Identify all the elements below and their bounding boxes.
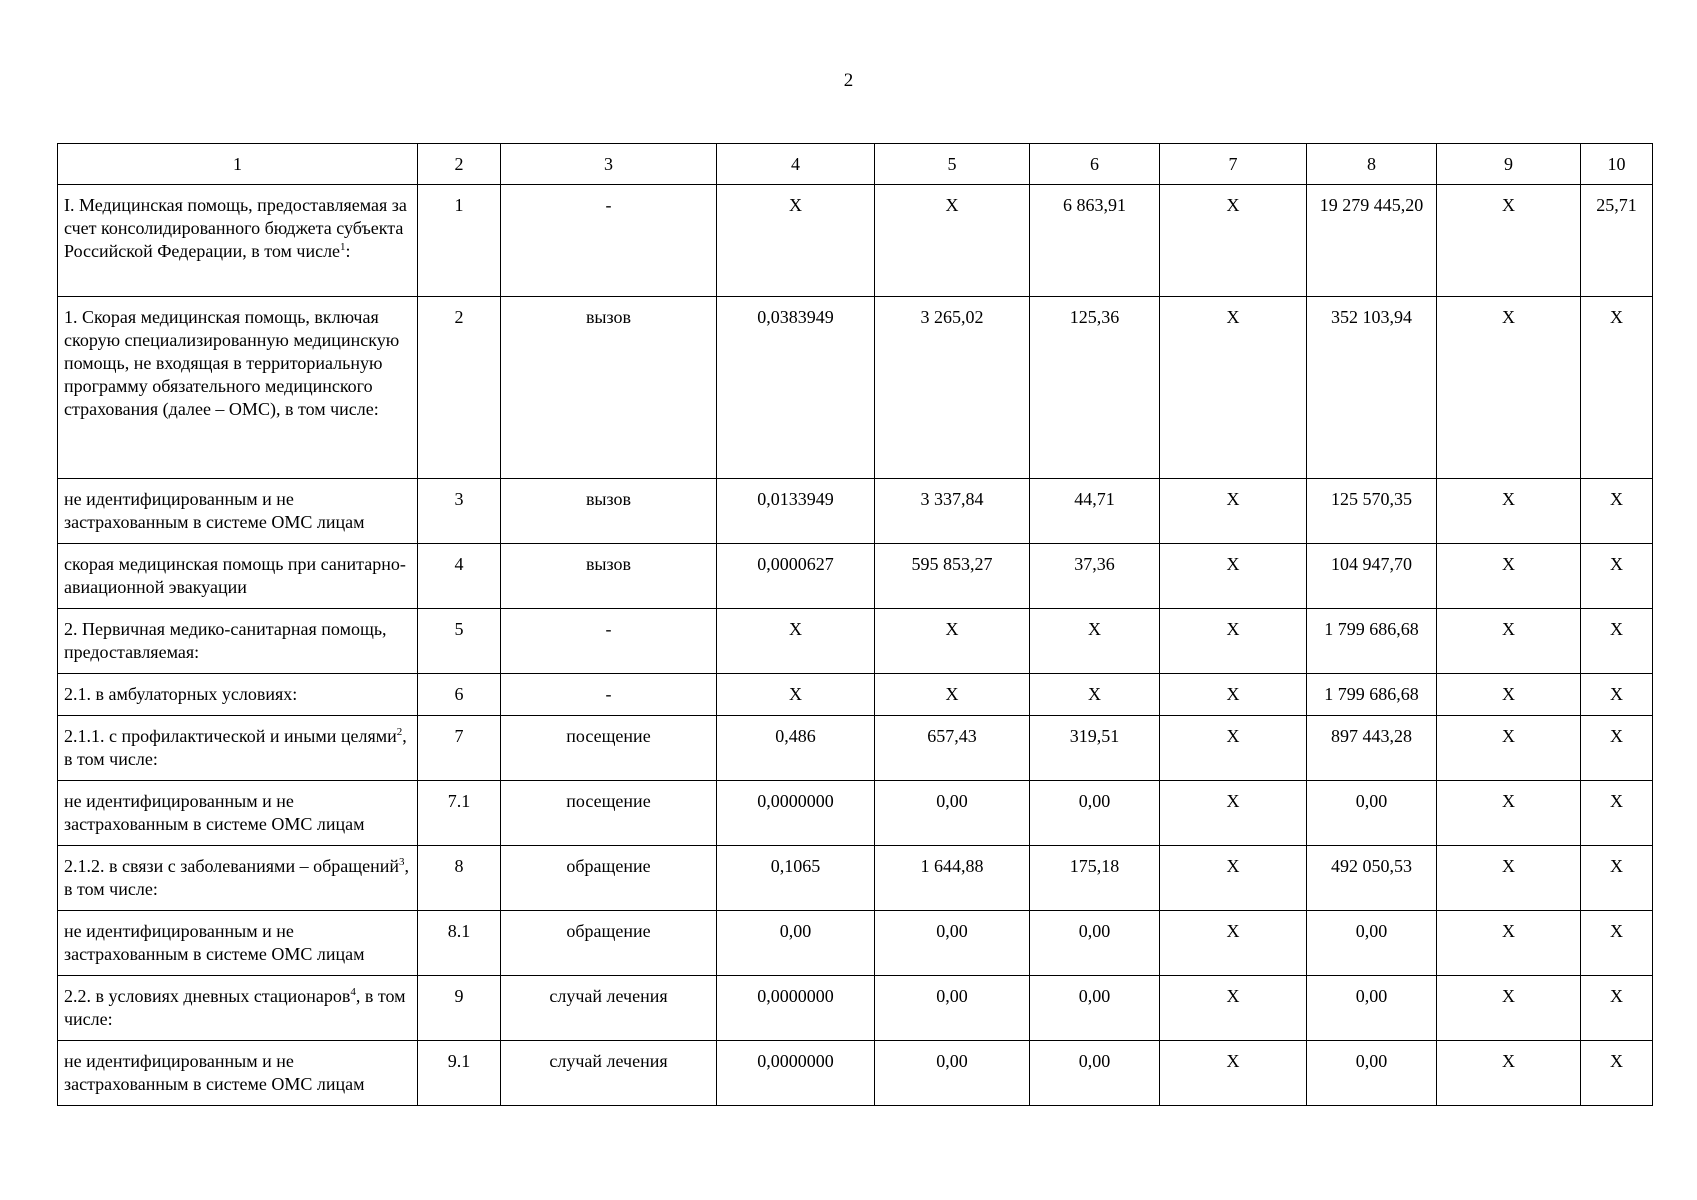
unit-cell: - xyxy=(501,609,717,674)
table-row xyxy=(58,781,1653,846)
cost-norm-cell: 0,00 xyxy=(875,976,1030,1041)
unit-cell: обращение xyxy=(501,846,717,911)
cost-norm-cell: 0,00 xyxy=(875,911,1030,976)
row-number-cell: 2 xyxy=(418,297,501,479)
cost-norm-cell: Х xyxy=(875,609,1030,674)
indicator-name-cell xyxy=(58,185,418,297)
per-capita-cell: 0,00 xyxy=(1030,1041,1160,1106)
row-number-cell: 7.1 xyxy=(418,781,501,846)
row-number-cell: 9.1 xyxy=(418,1041,501,1106)
table-row xyxy=(58,1041,1653,1106)
footnote-ref: 1 xyxy=(340,241,346,253)
volume-norm-cell: Х xyxy=(717,185,875,297)
header-cell: 1 xyxy=(58,144,418,185)
volume-norm-cell: Х xyxy=(717,609,875,674)
col7-cell: Х xyxy=(1160,716,1307,781)
col7-cell: Х xyxy=(1160,1041,1307,1106)
cost-norm-cell: 0,00 xyxy=(875,781,1030,846)
indicator-name-text: 1. Скорая медицинская помощь, включая скорую специализированную медицинскую помощь, не входящая в территориальную программу обязательного медицинского страхования (далее – ОМС), в том числе: xyxy=(64,307,400,419)
row-number-cell: 6 xyxy=(418,674,501,716)
col9-cell: Х xyxy=(1437,1041,1581,1106)
col9-cell: Х xyxy=(1437,544,1581,609)
indicator-name-cell xyxy=(58,846,418,911)
table-row xyxy=(58,297,1653,479)
table-row xyxy=(58,846,1653,911)
unit-cell: вызов xyxy=(501,479,717,544)
amount-cell: 104 947,70 xyxy=(1307,544,1437,609)
per-capita-cell: 319,51 xyxy=(1030,716,1160,781)
share-cell: Х xyxy=(1581,544,1653,609)
indicator-name-cell xyxy=(58,976,418,1041)
col9-cell: Х xyxy=(1437,297,1581,479)
indicator-name-cell xyxy=(58,781,418,846)
unit-cell: посещение xyxy=(501,781,717,846)
per-capita-cell: 125,36 xyxy=(1030,297,1160,479)
indicator-name-text: I. Медицинская помощь, предоставляемая за счет консолидированного бюджета субъекта Российской Федерации, в том числе xyxy=(64,195,407,261)
col9-cell: Х xyxy=(1437,479,1581,544)
col7-cell: Х xyxy=(1160,544,1307,609)
volume-norm-cell: 0,1065 xyxy=(717,846,875,911)
table-row xyxy=(58,479,1653,544)
footnote-ref: 4 xyxy=(350,986,356,998)
volume-norm-cell: 0,0133949 xyxy=(717,479,875,544)
cost-norm-cell: 1 644,88 xyxy=(875,846,1030,911)
volume-norm-cell: 0,486 xyxy=(717,716,875,781)
cost-norm-cell: Х xyxy=(875,674,1030,716)
header-cell: 7 xyxy=(1160,144,1307,185)
volume-norm-cell: Х xyxy=(717,674,875,716)
indicator-name-cell xyxy=(58,674,418,716)
share-cell: Х xyxy=(1581,479,1653,544)
indicator-name-text: 2.2. в условиях дневных стационаров xyxy=(64,986,351,1006)
indicator-name-text: не идентифицированным и не застрахованным в системе ОМС лицам xyxy=(64,921,365,964)
indicator-name-text: 2. Первичная медико-санитарная помощь, предоставляемая: xyxy=(64,619,387,662)
col7-cell: Х xyxy=(1160,479,1307,544)
table-row xyxy=(58,716,1653,781)
col7-cell: Х xyxy=(1160,781,1307,846)
amount-cell: 492 050,53 xyxy=(1307,846,1437,911)
amount-cell: 0,00 xyxy=(1307,1041,1437,1106)
row-number-cell: 7 xyxy=(418,716,501,781)
indicator-name-cell xyxy=(58,609,418,674)
table-row xyxy=(58,185,1653,297)
indicator-name-cell xyxy=(58,911,418,976)
share-cell: Х xyxy=(1581,911,1653,976)
volume-norm-cell: 0,0000000 xyxy=(717,781,875,846)
unit-cell: вызов xyxy=(501,544,717,609)
indicator-name-text: 2.1.2. в связи с заболеваниями – обращений xyxy=(64,856,399,876)
col9-cell: Х xyxy=(1437,781,1581,846)
table-row xyxy=(58,674,1653,716)
data-table xyxy=(57,143,1653,1106)
share-cell: Х xyxy=(1581,781,1653,846)
row-number-cell: 5 xyxy=(418,609,501,674)
unit-cell: случай лечения xyxy=(501,1041,717,1106)
share-cell: 25,71 xyxy=(1581,185,1653,297)
share-cell: Х xyxy=(1581,297,1653,479)
amount-cell: 0,00 xyxy=(1307,911,1437,976)
indicator-name-cell xyxy=(58,297,418,479)
header-cell: 5 xyxy=(875,144,1030,185)
cost-norm-cell: 3 265,02 xyxy=(875,297,1030,479)
indicator-name-suffix: , в том числе: xyxy=(64,986,406,1029)
row-number-cell: 8 xyxy=(418,846,501,911)
amount-cell: 19 279 445,20 xyxy=(1307,185,1437,297)
col9-cell: Х xyxy=(1437,609,1581,674)
share-cell: Х xyxy=(1581,1041,1653,1106)
volume-norm-cell: 0,0000627 xyxy=(717,544,875,609)
header-row xyxy=(58,144,1653,185)
amount-cell: 352 103,94 xyxy=(1307,297,1437,479)
col7-cell: Х xyxy=(1160,609,1307,674)
per-capita-cell: 6 863,91 xyxy=(1030,185,1160,297)
col9-cell: Х xyxy=(1437,716,1581,781)
unit-cell: посещение xyxy=(501,716,717,781)
footnote-ref: 2 xyxy=(396,726,403,738)
cost-norm-cell: 595 853,27 xyxy=(875,544,1030,609)
row-number-cell: 8.1 xyxy=(418,911,501,976)
share-cell: Х xyxy=(1581,674,1653,716)
unit-cell: обращение xyxy=(501,911,717,976)
share-cell: Х xyxy=(1581,846,1653,911)
col9-cell: Х xyxy=(1437,185,1581,297)
indicator-name-suffix: , в том числе: xyxy=(64,856,409,899)
header-cell: 6 xyxy=(1030,144,1160,185)
indicator-name-text: не идентифицированным и не застрахованным в системе ОМС лицам xyxy=(64,1051,365,1094)
amount-cell: 1 799 686,68 xyxy=(1307,674,1437,716)
col7-cell: Х xyxy=(1160,297,1307,479)
header-cell: 9 xyxy=(1437,144,1581,185)
header-cell: 10 xyxy=(1581,144,1653,185)
cost-norm-cell: 0,00 xyxy=(875,1041,1030,1106)
row-number-cell: 4 xyxy=(418,544,501,609)
share-cell: Х xyxy=(1581,976,1653,1041)
amount-cell: 0,00 xyxy=(1307,781,1437,846)
table-row xyxy=(58,976,1653,1041)
per-capita-cell: 0,00 xyxy=(1030,976,1160,1041)
table-row xyxy=(58,544,1653,609)
indicator-name-suffix: , в том числе: xyxy=(64,726,407,769)
share-cell: Х xyxy=(1581,716,1653,781)
unit-cell: - xyxy=(501,674,717,716)
amount-cell: 1 799 686,68 xyxy=(1307,609,1437,674)
table-row xyxy=(58,911,1653,976)
cost-norm-cell: 657,43 xyxy=(875,716,1030,781)
per-capita-cell: 37,36 xyxy=(1030,544,1160,609)
indicator-name-cell xyxy=(58,544,418,609)
indicator-name-suffix: : xyxy=(345,241,351,261)
indicator-name-text: 2.1.1. с профилактической и иными целями xyxy=(64,726,397,746)
amount-cell: 125 570,35 xyxy=(1307,479,1437,544)
col9-cell: Х xyxy=(1437,976,1581,1041)
indicator-name-cell xyxy=(58,1041,418,1106)
col7-cell: Х xyxy=(1160,846,1307,911)
per-capita-cell: 44,71 xyxy=(1030,479,1160,544)
row-number-cell: 3 xyxy=(418,479,501,544)
indicator-name-text: 2.1. в амбулаторных условиях: xyxy=(64,684,298,704)
volume-norm-cell: 0,00 xyxy=(717,911,875,976)
indicator-name-text: не идентифицированным и не застрахованным в системе ОМС лицам xyxy=(64,489,365,532)
indicator-name-cell xyxy=(58,479,418,544)
per-capita-cell: Х xyxy=(1030,674,1160,716)
col7-cell: Х xyxy=(1160,911,1307,976)
volume-norm-cell: 0,0000000 xyxy=(717,1041,875,1106)
col9-cell: Х xyxy=(1437,846,1581,911)
indicator-name-text: скорая медицинская помощь при санитарно-авиационной эвакуации xyxy=(64,554,406,597)
col9-cell: Х xyxy=(1437,911,1581,976)
amount-cell: 0,00 xyxy=(1307,976,1437,1041)
page-number: 2 xyxy=(843,70,854,91)
cost-norm-cell: Х xyxy=(875,185,1030,297)
header-cell: 8 xyxy=(1307,144,1437,185)
volume-norm-cell: 0,0383949 xyxy=(717,297,875,479)
unit-cell: - xyxy=(501,185,717,297)
col7-cell: Х xyxy=(1160,976,1307,1041)
header-cell: 3 xyxy=(501,144,717,185)
indicator-name-cell xyxy=(58,716,418,781)
per-capita-cell: 175,18 xyxy=(1030,846,1160,911)
per-capita-cell: Х xyxy=(1030,609,1160,674)
amount-cell: 897 443,28 xyxy=(1307,716,1437,781)
col7-cell: Х xyxy=(1160,185,1307,297)
share-cell: Х xyxy=(1581,609,1653,674)
cost-norm-cell: 3 337,84 xyxy=(875,479,1030,544)
header-cell: 2 xyxy=(418,144,501,185)
table-body xyxy=(58,185,1653,1106)
header-cell: 4 xyxy=(717,144,875,185)
unit-cell: случай лечения xyxy=(501,976,717,1041)
per-capita-cell: 0,00 xyxy=(1030,781,1160,846)
col7-cell: Х xyxy=(1160,674,1307,716)
volume-norm-cell: 0,0000000 xyxy=(717,976,875,1041)
footnote-ref: 3 xyxy=(398,856,405,868)
row-number-cell: 1 xyxy=(418,185,501,297)
row-number-cell: 9 xyxy=(418,976,501,1041)
unit-cell: вызов xyxy=(501,297,717,479)
per-capita-cell: 0,00 xyxy=(1030,911,1160,976)
indicator-name-text: не идентифицированным и не застрахованным в системе ОМС лицам xyxy=(64,791,365,834)
table-row xyxy=(58,609,1653,674)
col9-cell: Х xyxy=(1437,674,1581,716)
